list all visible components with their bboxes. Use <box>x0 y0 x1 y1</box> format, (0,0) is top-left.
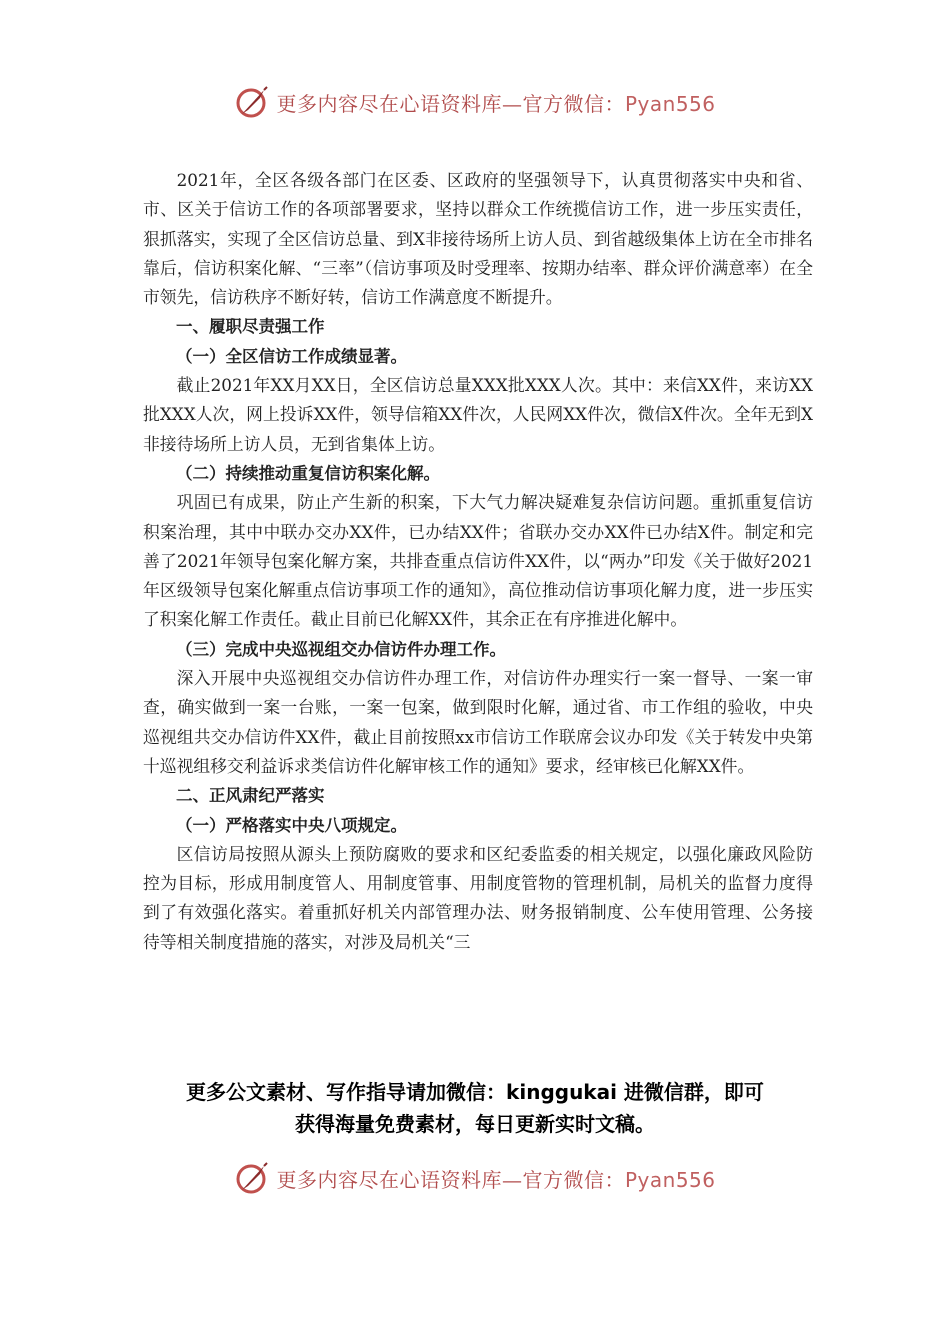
section1-sub2-title: （二）持续推动重复信访积案化解。 <box>176 463 440 483</box>
header-banner <box>0 82 950 122</box>
promo-notice <box>130 1076 820 1140</box>
section1-sub2-paragraph: 巩固已有成果，防止产生新的积案，下大气力解决疑难复杂信访问题。重抓重复信访积案治理，其中中联办交办XX件，已办结XX件；省联办交办XX件已办结X件。制定和完善了2021年领导包案化解方案，共排查重点信访件XX件，以“两办”印发《关于做好2021年区级领导包案化解重点信访事项工作的通知》，高位推动信访事项化解力度，进一步压实了积案化解工作责任。截止目前已化解XX件，其余正在有序推进化解中。 <box>143 492 813 630</box>
section1-sub1-paragraph: 截止2021年XX月XX日，全区信访总量XXX批XXX人次。其中：来信XX件，来访XX批XXX人次，网上投诉XX件，领导信箱XX件次，人民网XX件次，微信X件次。全年无到X非接待场所上访人员，无到省集体上访。 <box>143 375 813 454</box>
header-banner-text: 更多内容尽在心语资料库—官方微信：Pyan556 <box>276 91 716 116</box>
footer-banner-id: Pyan556 <box>624 1167 716 1192</box>
quill-logo-icon <box>234 84 270 120</box>
footer-banner-text: 更多内容尽在心语资料库—官方微信：Pyan556 <box>276 1167 716 1192</box>
promo-line-1: 更多公文素材、写作指导请加微信：kinggukai 进微信群，即可 <box>186 1080 764 1104</box>
footer-banner <box>0 1158 950 1198</box>
section1-sub3-title: （三）完成中央巡视组交办信访件办理工作。 <box>176 639 506 659</box>
section2-title: 二、正风肃纪严落实 <box>176 786 325 806</box>
section1-title: 一、履职尽责强工作 <box>176 317 325 337</box>
section2-sub1-title: （一）严格落实中央八项规定。 <box>176 815 407 835</box>
document-body <box>143 166 813 957</box>
section2-sub1-paragraph: 区信访局按照从源头上预防腐败的要求和区纪委监委的相关规定，以强化廉政风险防控为目标，形成用制度管人、用制度管事、用制度管物的管理机制，局机关的监督力度得到了有效强化落实。着重抓好机关内部管理办法、财务报销制度、公车使用管理、公务接待等相关制度措施的落实，对涉及局机关“三 <box>143 843 813 952</box>
quill-logo-icon <box>234 1160 270 1196</box>
section1-sub1-title: （一）全区信访工作成绩显著。 <box>176 346 407 366</box>
section1-sub3-paragraph: 深入开展中央巡视组交办信访件办理工作，对信访件办理实行一案一督导、一案一审查，确实做到一案一台账，一案一包案，做到限时化解，通过省、市工作组的验收，中央巡视组共交办信访件XX件，截止目前按照xx市信访工作联席会议办印发《关于转发中央第十巡视组移交利益诉求类信访件化解审核工作的通知》要求，经审核已化解XX件。 <box>143 668 813 776</box>
header-banner-id: Pyan556 <box>624 91 716 116</box>
intro-paragraph: 2021年，全区各级各部门在区委、区政府的坚强领导下，认真贯彻落实中央和省、市、区关于信访工作的各项部署要求，坚持以群众工作统揽信访工作，进一步压实责任，狠抓落实，实现了全区信访总量、到X非接待场所上访人员、到省越级集体上访在全市排名靠后，信访积案化解、“三率”（信访事项及时受理率、按期办结率、群众评价满意率）在全市领先，信访秩序不断好转，信访工作满意度不断提升。 <box>143 170 813 308</box>
promo-line-2: 获得海量免费素材，每日更新实时文稿。 <box>295 1112 655 1136</box>
